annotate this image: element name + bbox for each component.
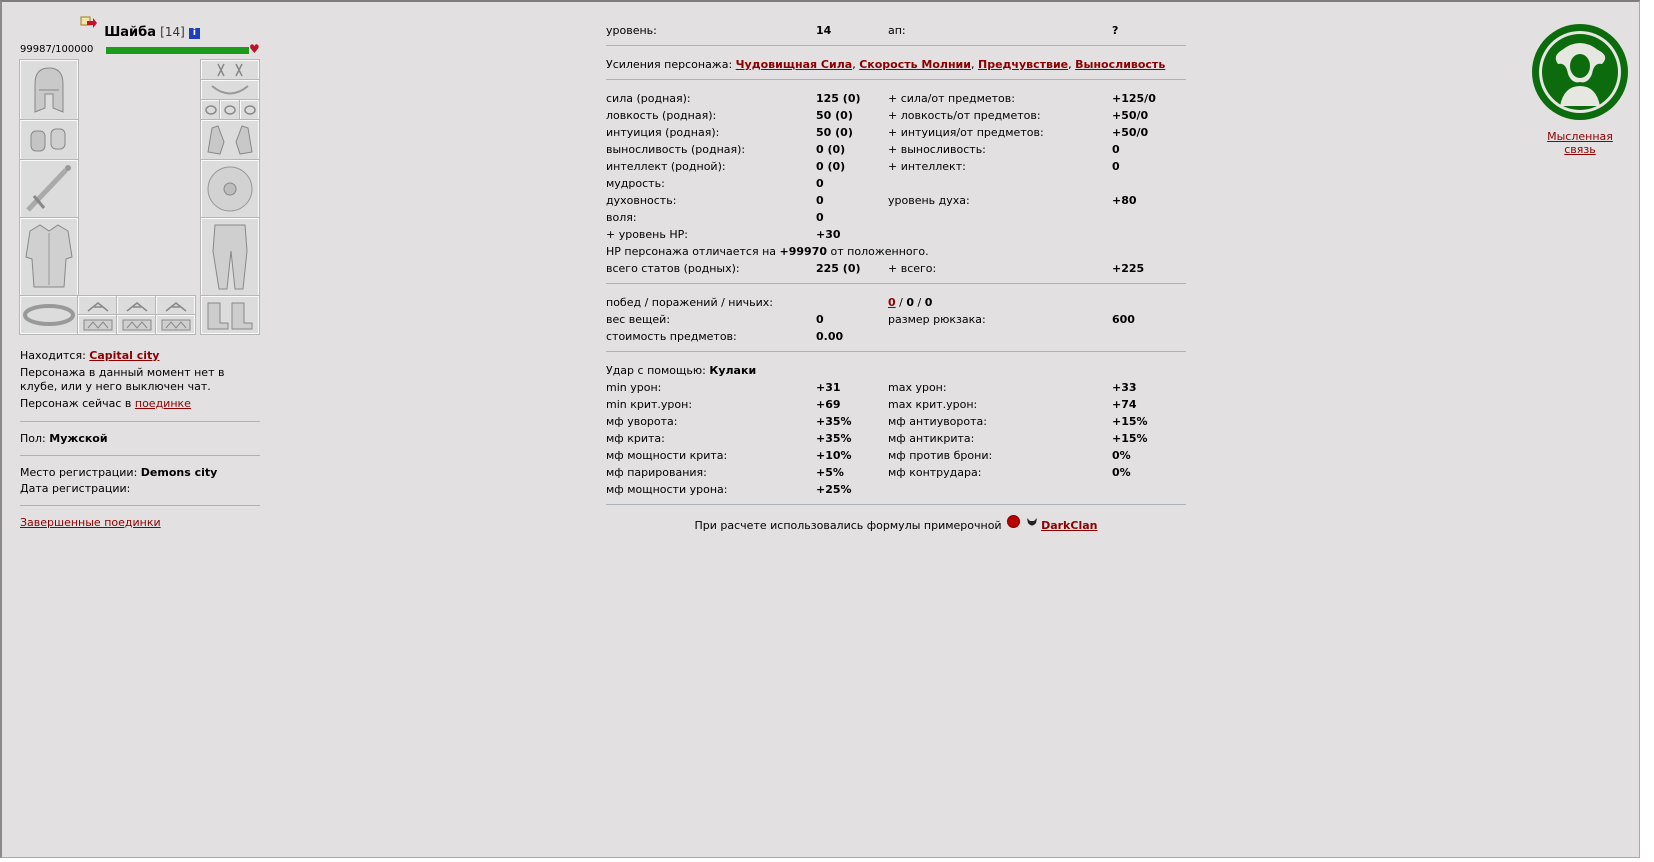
belt-slot[interactable]	[20, 296, 78, 334]
charm-icon	[86, 299, 110, 313]
combat-value: +69	[816, 398, 841, 411]
combat-row	[606, 447, 1186, 464]
stat-value: 125 (0)	[816, 92, 861, 105]
wins-link[interactable]: 0	[888, 296, 896, 309]
hp-diff-value: +99970	[779, 245, 828, 258]
reg-place-value: Demons city	[140, 466, 218, 479]
stat-bonus-label: + сила/от предметов:	[888, 92, 1015, 105]
combat-value: +25%	[816, 483, 852, 496]
armor-slot[interactable]	[20, 218, 78, 296]
divider	[20, 505, 260, 506]
combat-row	[606, 430, 1186, 447]
hit-label: Удар с помощью:	[606, 364, 706, 377]
character-header	[20, 22, 260, 44]
rings-icon	[205, 105, 217, 115]
reg-date-row	[20, 482, 260, 495]
level-value: 14	[816, 24, 832, 37]
combat-label: мф против брони:	[888, 449, 993, 462]
gender-label: Пол:	[20, 432, 46, 445]
combat-value: +74	[1112, 398, 1137, 411]
stat-bonus-label: уровень духа:	[888, 194, 970, 207]
weapon-slot[interactable]	[20, 160, 78, 218]
stat-label: интуиция (родная):	[606, 126, 720, 139]
location-link[interactable]: Capital city	[89, 349, 160, 362]
cost-label: стоимость предметов:	[606, 330, 737, 343]
bracers-icon	[25, 125, 73, 155]
gloves-icon	[204, 122, 256, 158]
heart-icon: ♥	[249, 42, 260, 56]
armor-icon	[22, 221, 76, 293]
hp-bar	[106, 47, 249, 54]
battle-prefix: Персонаж сейчас в	[20, 397, 132, 410]
stat-row	[606, 90, 1186, 107]
belt-icon	[23, 303, 75, 327]
combat-row	[606, 464, 1186, 481]
level-row	[606, 22, 1186, 39]
stat-value: 0 (0)	[816, 143, 846, 156]
darkclan-link[interactable]: DarkClan	[1041, 519, 1098, 532]
hp-indicator	[20, 44, 260, 56]
stat-value: 50 (0)	[816, 109, 853, 122]
footer-credits	[606, 515, 1186, 533]
gloves-slot[interactable]	[201, 120, 259, 160]
private-message-icon[interactable]	[80, 16, 98, 30]
boots-slot[interactable]	[201, 296, 259, 334]
mind-link	[1528, 130, 1632, 156]
divider	[20, 455, 260, 456]
character-panel	[20, 22, 260, 529]
stat-row	[606, 175, 1186, 192]
stat-bonus-value: +50/0	[1112, 109, 1149, 122]
ring-slot[interactable]	[201, 100, 220, 120]
stat-bonus-value: 0	[1112, 160, 1120, 173]
stat-value: 0	[816, 194, 824, 207]
necklace-icon	[208, 83, 252, 97]
stat-label: сила (родная):	[606, 92, 691, 105]
total-bonus-value: +225	[1112, 262, 1145, 275]
character-level: [14]	[160, 25, 185, 39]
demon-icon	[1026, 517, 1038, 528]
ap-label: ап:	[888, 24, 906, 37]
combat-label: min крит.урон:	[606, 398, 693, 411]
combat-row	[606, 396, 1186, 413]
ring-slot[interactable]	[240, 100, 259, 120]
buff-link[interactable]: Чудовищная Сила	[735, 58, 853, 71]
charm-icon	[125, 299, 149, 313]
leggings-icon	[205, 221, 255, 293]
combat-value: +31	[816, 381, 841, 394]
shield-slot[interactable]	[201, 160, 259, 218]
rune-slot[interactable]	[78, 315, 117, 334]
record-table	[606, 294, 1186, 345]
separator: /	[899, 296, 903, 309]
divider	[606, 45, 1186, 46]
stat-label: воля:	[606, 211, 637, 224]
rings-icon	[224, 105, 236, 115]
stat-label: выносливость (родная):	[606, 143, 746, 156]
total-row	[606, 260, 1186, 277]
stat-row	[606, 192, 1186, 209]
shield-icon	[204, 163, 256, 215]
combat-label: max крит.урон:	[888, 398, 978, 411]
weight-value: 0	[816, 313, 824, 326]
stat-bonus-label: + выносливость:	[888, 143, 986, 156]
combat-label: мф мощности крита:	[606, 449, 728, 462]
stat-label: духовность:	[606, 194, 677, 207]
losses-value: 0	[906, 296, 915, 309]
earrings-slot[interactable]	[201, 60, 259, 80]
buffs-label: Усиления персонажа:	[606, 58, 733, 71]
combat-value: +15%	[1112, 432, 1148, 445]
club-status: Персонажа в данный момент нет в клубе, или у него выключен чат.	[20, 366, 225, 393]
location-label: Находится:	[20, 349, 86, 362]
ap-value: ?	[1112, 24, 1119, 37]
divider	[606, 283, 1186, 284]
rune-icon	[122, 319, 152, 331]
stat-value: 0	[816, 177, 824, 190]
combat-value: +35%	[816, 432, 852, 445]
stat-value: 0 (0)	[816, 160, 846, 173]
combat-label: мф антиуворота:	[888, 415, 987, 428]
wins-row	[606, 294, 1186, 311]
stat-row	[606, 124, 1186, 141]
draws-value: 0	[924, 296, 933, 309]
buff-link[interactable]: Скорость Молнии	[859, 58, 971, 71]
attributes-table	[606, 90, 1186, 277]
charm-slot[interactable]	[117, 296, 156, 315]
location-block	[20, 349, 260, 411]
total-bonus-label: + всего:	[888, 262, 937, 275]
combat-value: +15%	[1112, 415, 1148, 428]
stat-value: +30	[816, 228, 841, 241]
total-label: всего статов (родных):	[606, 262, 740, 275]
combat-label: мф мощности урона:	[606, 483, 728, 496]
combat-label: max урон:	[888, 381, 947, 394]
combat-label: мф антикрита:	[888, 432, 975, 445]
combat-table	[606, 362, 1186, 498]
divider	[606, 504, 1186, 505]
charm-slot[interactable]	[156, 296, 195, 315]
mind-link-line1[interactable]: Мысленная	[1547, 130, 1613, 143]
buffs-row: Усиления персонажа: Чудовищная Сила, Скорость Молнии, Предчувствие, Выносливость	[606, 58, 1166, 71]
sword-icon	[22, 162, 76, 216]
hp-text: 99987/100000	[20, 44, 94, 55]
backpack-label: размер рюкзака:	[888, 313, 986, 326]
divider	[606, 351, 1186, 352]
helmet-icon	[29, 64, 69, 116]
footer-text: При расчете использовались формулы примерочной	[694, 519, 1002, 532]
stat-label: мудрость:	[606, 177, 665, 190]
combat-row	[606, 379, 1186, 396]
stats-panel	[606, 22, 1186, 533]
combat-value: 0%	[1112, 449, 1131, 462]
weight-label: вес вещей:	[606, 313, 671, 326]
cost-value: 0.00	[816, 330, 844, 343]
rune-icon	[161, 319, 191, 331]
combat-value: 0%	[1112, 466, 1131, 479]
stat-bonus-label: + ловкость/от предметов:	[888, 109, 1041, 122]
combat-value: +33	[1112, 381, 1137, 394]
stat-label: + уровень HP:	[606, 228, 688, 241]
leggings-slot[interactable]	[201, 218, 259, 296]
hp-diff-suffix: от положенного.	[830, 245, 929, 258]
combat-row	[606, 481, 1186, 498]
rings-icon	[244, 105, 256, 115]
stat-bonus-label: + интеллект:	[888, 160, 966, 173]
stat-bonus-value: +80	[1112, 194, 1137, 207]
stat-row	[606, 226, 1186, 243]
stat-label: интеллект (родной):	[606, 160, 726, 173]
stat-bonus-value: +50/0	[1112, 126, 1149, 139]
battle-link[interactable]: поединке	[134, 397, 191, 410]
hp-diff-prefix: HP персонажа отличается на	[606, 245, 777, 258]
side-panel	[1528, 22, 1632, 156]
equipment-grid	[20, 60, 261, 343]
divider	[606, 79, 1186, 80]
flag-icon	[1007, 515, 1020, 528]
hit-row	[606, 362, 1186, 379]
mind-link-medal[interactable]	[1530, 22, 1630, 122]
stat-row	[606, 158, 1186, 175]
stat-value: 0	[816, 211, 824, 224]
weight-row	[606, 311, 1186, 328]
bracers-slot[interactable]	[20, 120, 78, 160]
woman-portrait-icon	[1530, 22, 1630, 122]
necklace-slot[interactable]	[201, 80, 259, 100]
reg-place-row	[20, 466, 260, 479]
combat-value: +5%	[816, 466, 844, 479]
hit-value: Кулаки	[709, 364, 757, 377]
charm-icon	[164, 299, 188, 313]
rune-slot[interactable]	[156, 315, 195, 334]
stat-bonus-label: + интуиция/от предметов:	[888, 126, 1044, 139]
hp-diff-row	[606, 243, 1186, 260]
total-value: 225 (0)	[816, 262, 861, 275]
combat-label: мф уворота:	[606, 415, 678, 428]
backpack-value: 600	[1112, 313, 1135, 326]
wins-label: побед / поражений / ничьих:	[606, 296, 773, 309]
cost-row	[606, 328, 1186, 345]
combat-label: мф парирования:	[606, 466, 707, 479]
combat-label: мф контрудара:	[888, 466, 982, 479]
combat-label: мф крита:	[606, 432, 665, 445]
reg-date-label: Дата регистрации:	[20, 482, 131, 495]
combat-value: +10%	[816, 449, 852, 462]
combat-label: min урон:	[606, 381, 662, 394]
stat-value: 50 (0)	[816, 126, 853, 139]
charm-slot[interactable]	[78, 296, 117, 315]
finished-battles-link[interactable]: Завершенные поединки	[20, 516, 161, 529]
buff-link[interactable]: Выносливость	[1075, 58, 1166, 71]
hp-bar-fill	[106, 47, 249, 54]
character-name: Шайба	[104, 25, 156, 40]
helmet-slot[interactable]	[20, 60, 78, 120]
reg-place-label: Место регистрации:	[20, 466, 138, 479]
separator: /	[917, 296, 922, 309]
combat-row	[606, 413, 1186, 430]
stat-label: ловкость (родная):	[606, 109, 717, 122]
stat-row	[606, 209, 1186, 226]
gender-value: Мужской	[49, 432, 108, 445]
stat-row	[606, 141, 1186, 158]
boots-icon	[204, 299, 256, 331]
buff-link[interactable]: Предчувствие	[977, 58, 1069, 71]
rune-icon	[83, 319, 113, 331]
ring-slot[interactable]	[220, 100, 240, 120]
combat-value: +35%	[816, 415, 852, 428]
divider	[20, 421, 260, 422]
info-icon[interactable]: i	[189, 28, 200, 39]
rune-slot[interactable]	[117, 315, 156, 334]
level-label: уровень:	[606, 24, 657, 37]
gender-row	[20, 432, 260, 445]
earrings-icon	[210, 62, 250, 78]
stat-row	[606, 107, 1186, 124]
stat-bonus-value: +125/0	[1112, 92, 1156, 105]
stat-bonus-value: 0	[1112, 143, 1120, 156]
mind-link-line2[interactable]: связь	[1564, 143, 1596, 156]
